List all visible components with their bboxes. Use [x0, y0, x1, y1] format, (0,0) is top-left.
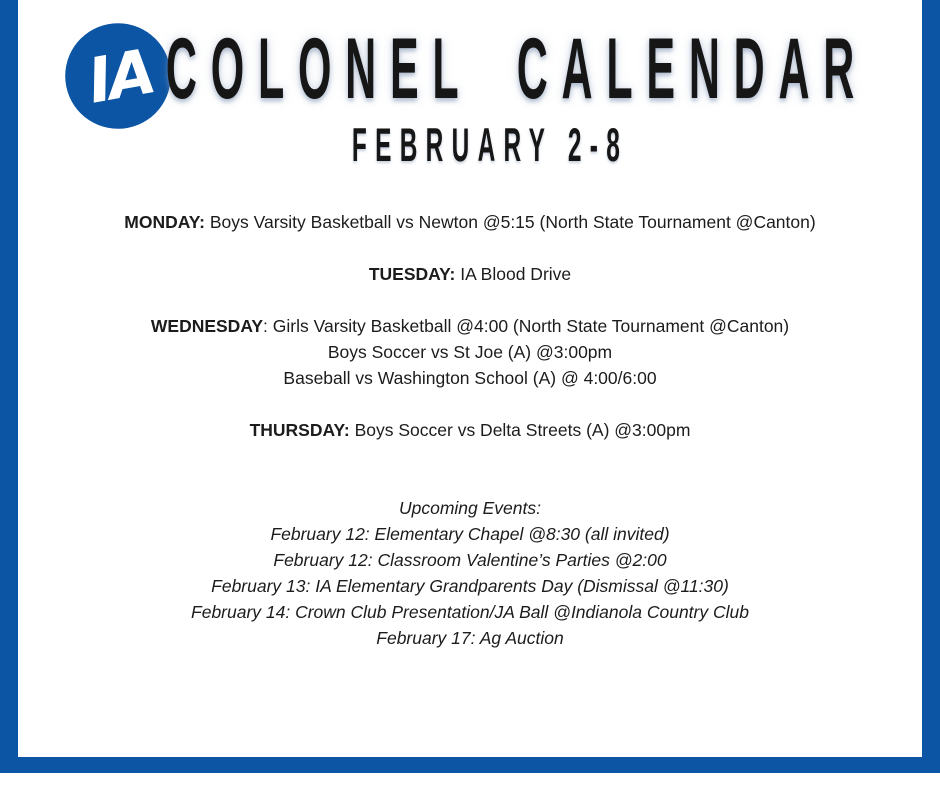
day-label: THURSDAY:: [249, 420, 350, 440]
weekly-schedule: [18, 209, 922, 443]
schedule-block: [18, 261, 922, 287]
calendar-content: [18, 209, 922, 651]
upcoming-item: February 12: Elementary Chapel @8:30 (all invited): [270, 524, 670, 544]
day-label: WEDNESDAY: [150, 316, 264, 336]
event-text: IA Blood Drive: [455, 264, 572, 284]
upcoming-item: February 12: Classroom Valentine’s Parties @2:00: [273, 550, 667, 570]
page-title: COLONEL CALENDAR: [165, 21, 869, 117]
schedule-line: [18, 365, 922, 391]
ia-logo-icon: [63, 20, 173, 132]
schedule-line: [18, 339, 922, 365]
schedule-line: [18, 313, 922, 339]
schedule-line: [18, 417, 922, 443]
event-text: Baseball vs Washington School (A) @ 4:00/6:00: [283, 368, 657, 388]
schedule-block: [18, 313, 922, 391]
upcoming-item: February 17: Ag Auction: [376, 628, 564, 648]
event-text: Boys Soccer vs St Joe (A) @3:00pm: [327, 342, 613, 362]
schedule-line: [18, 209, 922, 235]
schedule-block: [18, 417, 922, 443]
upcoming-item: February 13: IA Elementary Grandparents Day (Dismissal @11:30): [211, 576, 729, 596]
day-label: MONDAY:: [124, 212, 205, 232]
upcoming-events-list: [18, 521, 922, 651]
svg-text:IA: IA: [82, 35, 159, 118]
page-subtitle: FEBRUARY 2-8: [351, 118, 629, 171]
upcoming-events-heading: Upcoming Events:: [398, 498, 541, 518]
day-label: TUESDAY:: [368, 264, 456, 284]
event-text: : Girls Varsity Basketball @4:00 (North State Tournament @Canton): [263, 316, 790, 336]
schedule-block: [18, 209, 922, 235]
upcoming-events-section: [18, 495, 922, 651]
event-text: Boys Varsity Basketball vs Newton @5:15 (North State Tournament @Canton): [204, 212, 816, 232]
event-text: Boys Soccer vs Delta Streets (A) @3:00pm: [349, 420, 691, 440]
schedule-line: [18, 261, 922, 287]
school-logo: [63, 20, 173, 132]
upcoming-item: February 14: Crown Club Presentation/JA Ball @Indianola Country Club: [191, 602, 749, 622]
